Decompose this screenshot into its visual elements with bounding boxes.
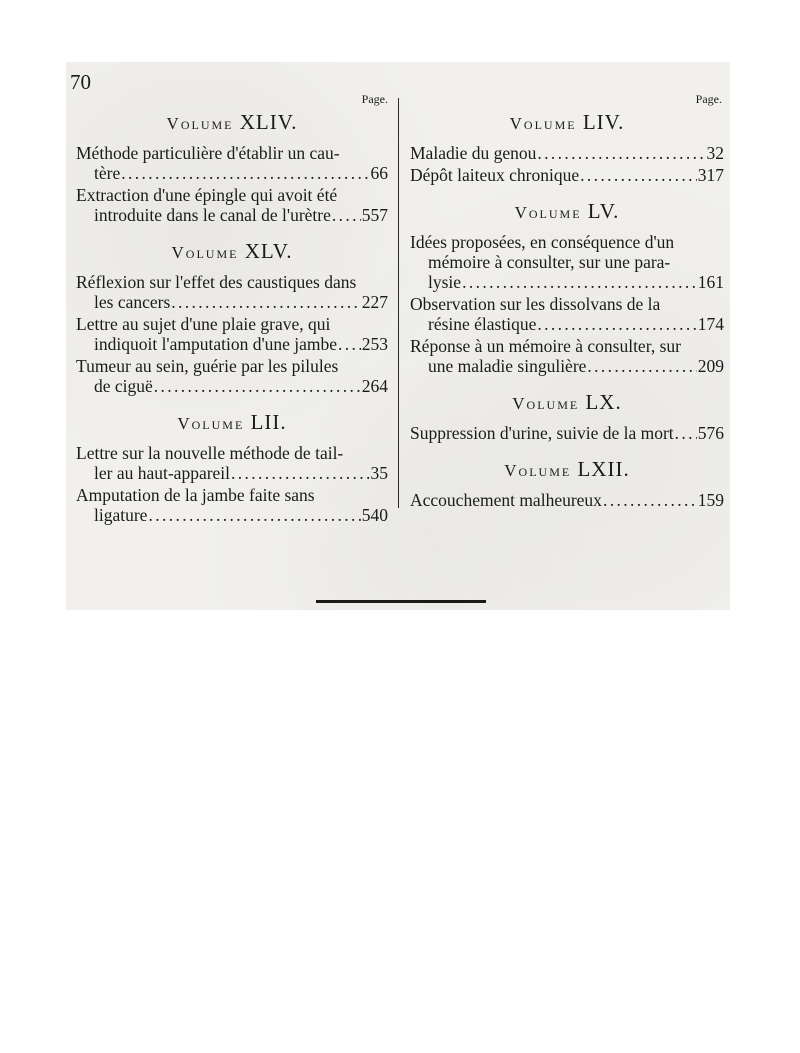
entry-line (410, 356, 724, 376)
section-gap (76, 227, 388, 239)
entry-line (410, 423, 724, 443)
entry-text: mémoire à consulter, sur une para- (428, 252, 671, 272)
entry-line (410, 165, 724, 185)
entry-line (76, 443, 388, 463)
dot-leader (580, 165, 697, 185)
toc-entry (410, 232, 724, 292)
toc-entry (76, 143, 388, 183)
volume-numeral: LII. (250, 410, 287, 434)
entry-page-number: 209 (697, 356, 724, 376)
volume-numeral: XLIV. (239, 110, 298, 134)
volume-word: Volume (509, 114, 577, 133)
toc-entry (76, 443, 388, 483)
entry-page-number: 264 (361, 376, 388, 396)
section-gap (410, 445, 724, 457)
entry-page-number: 540 (361, 505, 388, 525)
entry-text: Dépôt laiteux chronique (410, 165, 580, 185)
toc-entry (410, 165, 724, 185)
toc-entry (410, 336, 724, 376)
volume-heading (410, 390, 724, 415)
entry-line (76, 376, 388, 396)
entry-line (76, 463, 388, 483)
volume-word: Volume (166, 114, 234, 133)
entry-page-number: 32 (706, 143, 724, 163)
toc-entry (410, 423, 724, 443)
toc-entry (76, 485, 388, 525)
entry-text: Accouchement malheureux (410, 490, 602, 510)
entry-page-number: 159 (697, 490, 724, 510)
entry-line (410, 252, 724, 272)
entry-line (410, 143, 724, 163)
volume-heading (76, 110, 388, 135)
entry-page-number: 557 (361, 205, 388, 225)
entry-page-number: 317 (697, 165, 724, 185)
end-rule (316, 600, 486, 603)
entry-line (76, 314, 388, 334)
entry-text: lysie (428, 272, 462, 292)
dot-leader (587, 356, 696, 376)
entry-line (76, 163, 388, 183)
entry-text: ler au haut-appareil (94, 463, 231, 483)
entry-line (410, 272, 724, 292)
page-column-header: Page. (361, 92, 388, 106)
volume-word: Volume (504, 461, 572, 480)
entry-text: Méthode particulière d'établir un cau- (76, 143, 340, 163)
dot-leader (537, 143, 705, 163)
toc-entry (76, 272, 388, 312)
entry-line (410, 294, 724, 314)
entry-line (76, 205, 388, 225)
entry-line (410, 232, 724, 252)
page-column-header: Page. (695, 92, 722, 106)
entry-line (410, 490, 724, 510)
dot-leader (148, 505, 360, 525)
entry-text: indiquoit l'amputation d'une jambe (94, 334, 338, 354)
entry-line (76, 485, 388, 505)
right-column (410, 92, 724, 512)
entry-text: une maladie singulière (428, 356, 587, 376)
volume-heading (410, 457, 724, 482)
page-number: 70 (70, 70, 91, 94)
entry-text: Réflexion sur l'effet des caustiques dans (76, 272, 357, 292)
volume-word: Volume (512, 394, 580, 413)
column-divider (398, 98, 399, 508)
section-gap (76, 398, 388, 410)
left-column (76, 92, 388, 527)
dot-leader (154, 376, 361, 396)
entry-text: Extraction d'une épingle qui avoit été (76, 185, 338, 205)
dot-leader (231, 463, 369, 483)
dot-leader (675, 423, 697, 443)
volume-word: Volume (171, 243, 239, 262)
entry-text: Lettre au sujet d'une plaie grave, qui (76, 314, 331, 334)
entry-text: Observation sur les dissolvans de la (410, 294, 661, 314)
dot-leader (537, 314, 696, 334)
entry-text: Lettre sur la nouvelle méthode de tail- (76, 443, 344, 463)
toc-entry (76, 356, 388, 396)
volume-heading (76, 239, 388, 264)
entry-line (76, 272, 388, 292)
entry-line (76, 334, 388, 354)
volume-heading (410, 110, 724, 135)
section-gap (410, 378, 724, 390)
entry-page-number: 576 (697, 423, 724, 443)
volume-heading (76, 410, 388, 435)
entry-line (76, 143, 388, 163)
volume-word: Volume (514, 203, 582, 222)
entry-page-number: 253 (361, 334, 388, 354)
entry-text: ligature (94, 505, 148, 525)
dot-leader (332, 205, 361, 225)
entry-page-number: 35 (370, 463, 388, 483)
toc-entry (410, 143, 724, 163)
entry-text: de ciguë (94, 376, 153, 396)
volume-numeral: XLV. (244, 239, 293, 263)
dot-leader (603, 490, 697, 510)
entry-text: Maladie du genou (410, 143, 537, 163)
volume-numeral: LX. (585, 390, 622, 414)
volume-numeral: LV. (587, 199, 620, 223)
dot-leader (121, 163, 369, 183)
entry-text: Réponse à un mémoire à consulter, sur (410, 336, 681, 356)
dot-leader (171, 292, 360, 312)
dot-leader (338, 334, 361, 354)
entry-line (410, 336, 724, 356)
volume-word: Volume (177, 414, 245, 433)
toc-entry (410, 294, 724, 334)
entry-line (76, 356, 388, 376)
toc-entry (410, 490, 724, 510)
entry-page-number: 161 (697, 272, 724, 292)
entry-text: tère (94, 163, 121, 183)
entry-line (76, 185, 388, 205)
volume-numeral: LXII. (577, 457, 630, 481)
volume-numeral: LIV. (582, 110, 625, 134)
entry-line (76, 292, 388, 312)
entry-page-number: 66 (370, 163, 388, 183)
entry-text: Idées proposées, en conséquence d'un (410, 232, 675, 252)
entry-text: introduite dans le canal de l'urètre (94, 205, 331, 225)
section-gap (410, 187, 724, 199)
entry-text: Amputation de la jambe faite sans (76, 485, 315, 505)
entry-text: les cancers (94, 292, 171, 312)
entry-text: Tumeur au sein, guérie par les pilules (76, 356, 339, 376)
entry-text: Suppression d'urine, suivie de la mort (410, 423, 674, 443)
toc-entry (76, 314, 388, 354)
volume-heading (410, 199, 724, 224)
entry-text: résine élastique (428, 314, 537, 334)
entry-line (76, 505, 388, 525)
toc-entry (76, 185, 388, 225)
dot-leader (462, 272, 697, 292)
entry-page-number: 227 (361, 292, 388, 312)
entry-page-number: 174 (697, 314, 724, 334)
entry-line (410, 314, 724, 334)
